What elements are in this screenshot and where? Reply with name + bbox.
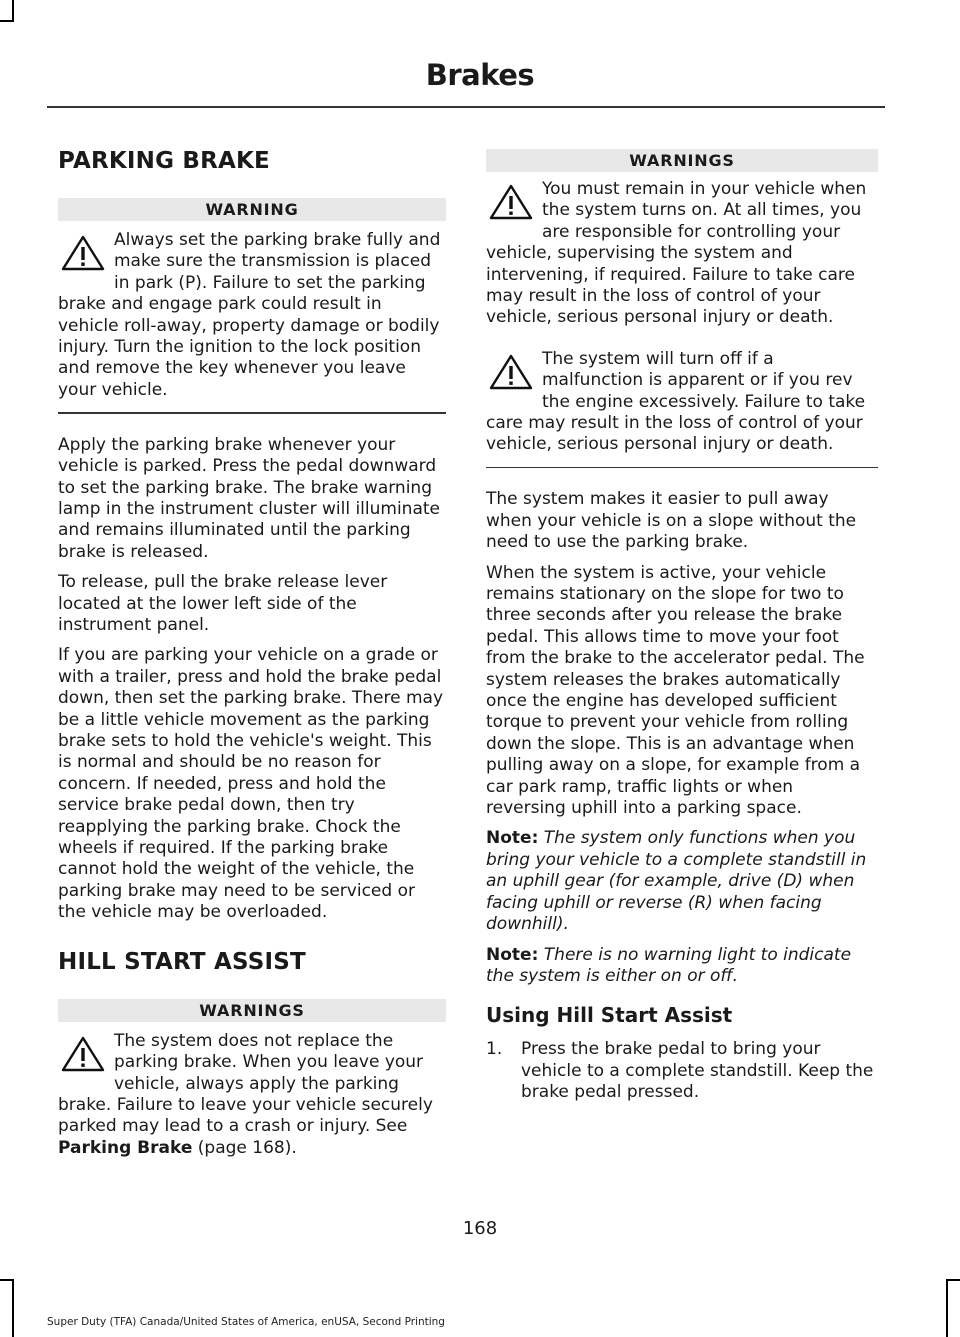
note-label: Note: bbox=[486, 828, 539, 849]
crop-mark bbox=[0, 20, 14, 22]
hill-warning-block bbox=[58, 1031, 446, 1159]
warning-divider bbox=[486, 467, 878, 469]
crop-mark bbox=[946, 1279, 960, 1281]
warning-block bbox=[486, 349, 878, 456]
warning-triangle-icon bbox=[488, 353, 534, 391]
note bbox=[486, 945, 878, 988]
note bbox=[486, 828, 878, 935]
warning-triangle-icon bbox=[60, 1035, 106, 1073]
using-hill-start-assist-heading: Using Hill Start Assist bbox=[486, 1003, 733, 1028]
paragraph: To release, pull the brake release lever located at the lower left side of the instrument panel. bbox=[58, 572, 388, 635]
warning-divider bbox=[58, 412, 446, 414]
parking-brake-heading: PARKING BRAKE bbox=[58, 148, 270, 174]
warning-text: You must remain in your vehicle when the system turns on. At all times, you are responsible for controlling your vehicle, supervising the system and intervening, if required. Failure to take care may result in the loss of control of your vehicle, serious personal injury or death. bbox=[486, 179, 867, 328]
note-label: Note: bbox=[486, 944, 539, 965]
note-text: There is no warning light to indicate the system is either on or off. bbox=[486, 944, 852, 986]
parking-warning-block bbox=[58, 230, 446, 401]
paragraph: The system makes it easier to pull away when your vehicle is on a slope without the need to use the parking brake. bbox=[486, 489, 857, 553]
note-text: The system only functions when you bring your vehicle to a complete standstill in an uphill gear (for example, drive (D) when facing uphill or reverse (R) when facing downhill). bbox=[486, 828, 867, 935]
warning-triangle-icon bbox=[488, 183, 534, 221]
paragraph: Apply the parking brake whenever your vehicle is parked. Press the pedal downward to set the parking brake. The brake warning lamp in the instrument cluster will illuminate and remains illuminated until the parking brake is released. bbox=[58, 434, 440, 562]
parking-brake-link[interactable]: Parking Brake bbox=[58, 1137, 193, 1158]
page-number: 168 bbox=[462, 1218, 498, 1239]
warning-block bbox=[486, 179, 878, 329]
step-text: Press the brake pedal to bring your vehicle to a complete standstill. Keep the brake pedal pressed. bbox=[521, 1039, 874, 1103]
page-reference: (page 168). bbox=[192, 1137, 297, 1158]
warning-text: The system will turn off if a malfunction is apparent or if you rev the engine excessively. Failure to take care may result in the loss of control of your vehicle, serious personal injury or death. bbox=[486, 348, 866, 455]
crop-mark bbox=[12, 0, 14, 22]
hill-start-assist-heading: HILL START ASSIST bbox=[58, 948, 306, 975]
hill-warning-text: The system does not replace the parking brake. When you leave your vehicle, always apply the parking brake. Failure to leave your vehicle securely parked may lead to a crash or injury. See Parking Brake (page 168). bbox=[58, 1030, 433, 1158]
warning-triangle-icon bbox=[60, 234, 106, 272]
parking-warning-label: WARNING bbox=[58, 198, 446, 221]
crop-mark bbox=[12, 1279, 14, 1337]
crop-mark bbox=[0, 1279, 14, 1281]
list-item bbox=[486, 1039, 878, 1103]
parking-warning-text: Always set the parking brake fully and make sure the transmission is placed in park (P). Failure to set the parking brake and engage park could result in vehicle roll-away, property damage or bodily injury. Turn the ignition to the lock position and remove the key whenever you leave your vehicle. bbox=[58, 230, 441, 400]
footer-text: Super Duty (TFA) Canada/United States of America, enUSA, Second Printing bbox=[47, 1316, 445, 1328]
page-header-title: Brakes bbox=[425, 58, 535, 92]
paragraph: If you are parking your vehicle on a grade or with a trailer, press and hold the brake pedal down, then set the parking brake. There may be a little vehicle movement as the parking brake sets to hold the vehicle's weight. This is normal and should be no reason for concern. If needed, press and hold the service brake pedal down, then try reapplying the parking brake. Chock the wheels if required. If the parking brake cannot hold the weight of the vehicle, the parking brake may need to be serviced or the vehicle may be overloaded. bbox=[58, 645, 444, 923]
right-warnings-label: WARNINGS bbox=[486, 149, 878, 172]
paragraph: When the system is active, your vehicle remains stationary on the slope for two to three seconds after you release the brake pedal. This allows time to move your foot from the brake to the accelerator pedal. The system releases the brakes automatically once the engine has developed sufficient torque to prevent your vehicle from rolling down the slope. This is an advantage when pulling away on a slope, for example from a car park ramp, traffic lights or when reversing uphill into a parking space. bbox=[486, 562, 865, 819]
hill-warnings-label: WARNINGS bbox=[58, 999, 446, 1022]
header-divider bbox=[47, 106, 885, 108]
step-number: 1. bbox=[486, 1039, 503, 1060]
right-column bbox=[486, 145, 878, 1104]
left-column bbox=[58, 145, 446, 1159]
crop-mark bbox=[946, 1279, 948, 1337]
